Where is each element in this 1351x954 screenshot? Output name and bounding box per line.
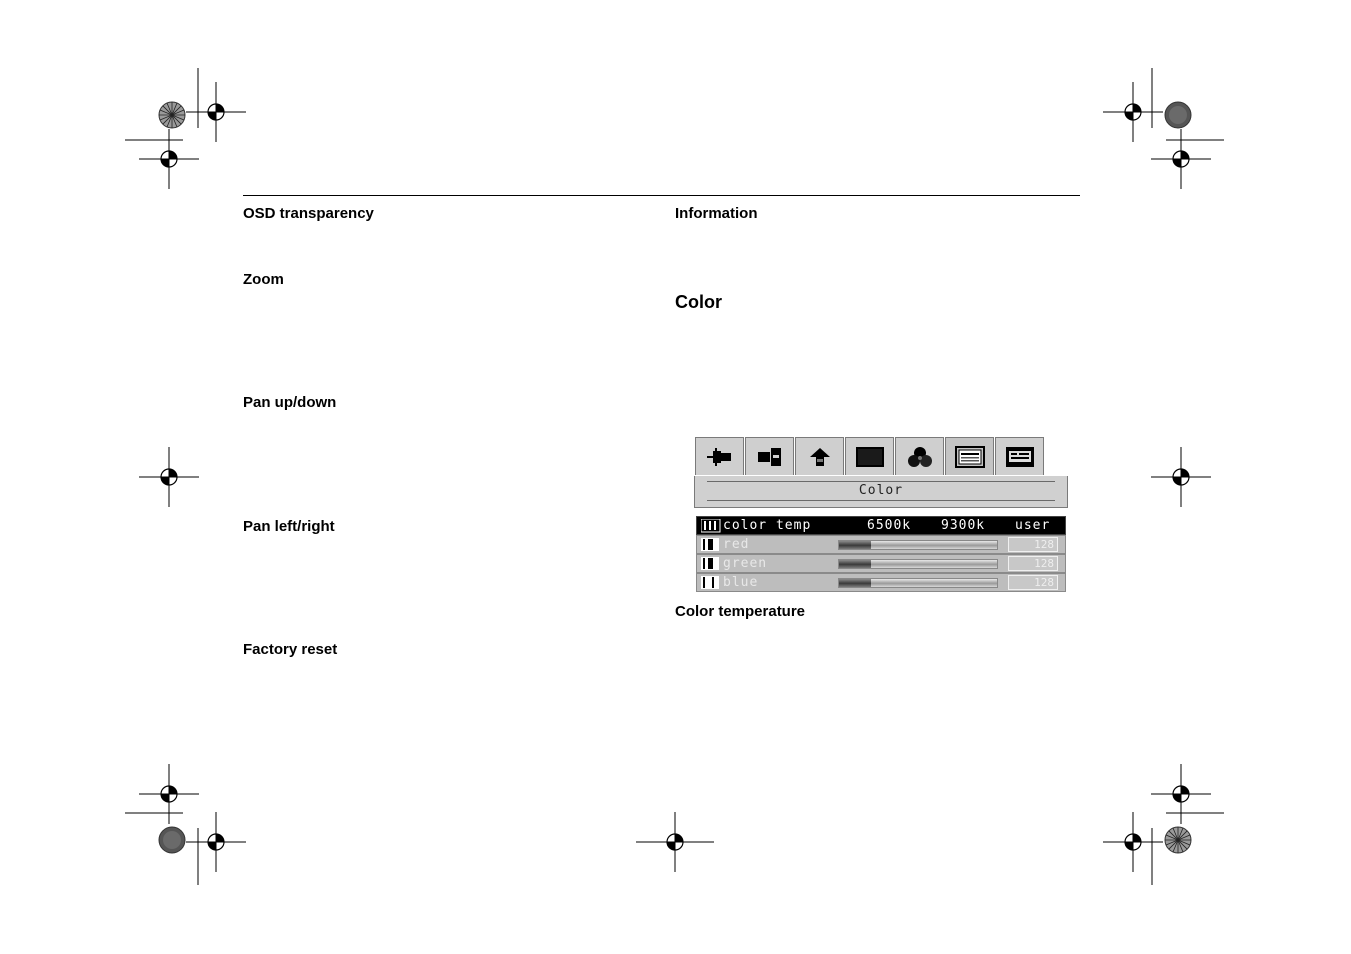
tab-position[interactable] [745,437,794,475]
row-marker-icon [701,576,721,590]
header-rule [243,195,1080,196]
row-red[interactable] [696,535,1066,554]
information-icon [1004,445,1036,469]
red-value: 128 [1008,537,1058,552]
title-rule-bottom [707,500,1055,501]
osd-title-panel [694,476,1068,508]
tab-brightness[interactable] [795,437,844,475]
tab-input[interactable] [695,437,744,475]
green-label: green [723,556,768,571]
row-marker-icon [701,557,721,571]
title-rule-top [707,481,1055,482]
heading-factory-reset: Factory reset [243,641,338,658]
blue-slider-fill [839,579,871,587]
menu-settings-icon [954,445,986,469]
blue-slider[interactable] [838,578,998,588]
position-icon [755,446,785,468]
blue-value: 128 [1008,575,1058,590]
option-9300k[interactable]: 9300k [941,518,986,533]
tab-screen[interactable] [845,437,894,475]
row-green[interactable] [696,554,1066,573]
row-color-temp[interactable] [696,516,1066,535]
tab-color[interactable] [895,437,944,475]
color-icon [904,445,936,469]
blue-label: blue [723,575,759,590]
row-marker-icon [701,519,721,533]
option-6500k[interactable]: 6500k [867,518,912,533]
option-user[interactable]: user [1015,518,1051,533]
osd-tab-bar [694,437,1068,477]
heading-pan-leftright: Pan left/right [243,518,335,535]
osd-menu-title: Color [858,483,904,498]
osd-color-menu [694,437,1068,595]
heading-pan-updown: Pan up/down [243,394,337,411]
brightness-icon [808,446,832,468]
screen-icon [854,445,886,469]
heading-information: Information [675,205,758,222]
green-slider[interactable] [838,559,998,569]
row-blue[interactable] [696,573,1066,592]
green-value: 128 [1008,556,1058,571]
red-label: red [723,537,750,552]
heading-zoom: Zoom [243,271,284,288]
heading-color-temperature: Color temperature [675,603,806,620]
heading-color: Color [675,292,722,312]
heading-osd-transparency: OSD transparency [243,205,374,222]
tab-information[interactable] [995,437,1044,475]
row-marker-icon [701,538,721,552]
tab-menu-settings[interactable] [945,437,994,475]
color-temp-label: color temp [723,518,812,533]
input-connector-icon [705,447,735,467]
red-slider-fill [839,541,871,549]
green-slider-fill [839,560,871,568]
red-slider[interactable] [838,540,998,550]
